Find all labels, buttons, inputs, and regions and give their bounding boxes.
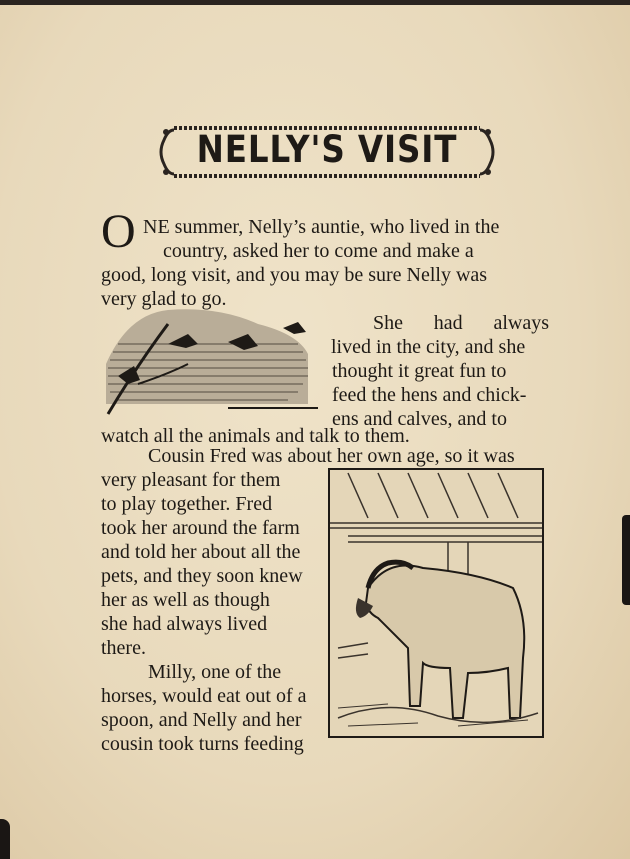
text-line: ens and calves, and to [332, 408, 507, 430]
text-line: cousin took turns feeding [101, 733, 304, 755]
page-top-edge [0, 0, 630, 5]
text-line: very glad to go. [101, 288, 227, 310]
text-line: thought it great fun to [332, 360, 507, 382]
page-title: NELLY'S VISIT [196, 128, 458, 171]
text-line: watch all the animals and talk to them. [101, 425, 410, 447]
text-line: country, asked her to come and make a [163, 240, 474, 262]
birds-illustration-icon [98, 304, 324, 416]
text-line: Cousin Fred was about her own age, so it was [148, 445, 515, 467]
text-line: good, long visit, and you may be sure Nelly was [101, 264, 488, 286]
text-line: horses, would eat out of a [101, 685, 307, 707]
page-edge-shadow [622, 515, 630, 605]
text-line: pets, and they soon knew [101, 565, 303, 587]
text-line: She had always [373, 312, 549, 334]
text-line: took her around the farm [101, 517, 300, 539]
text-line: she had always lived [101, 613, 268, 635]
text-line: NE summer, Nelly’s auntie, who lived in the [143, 216, 500, 238]
text-line: and told her about all the [101, 541, 301, 563]
text-line: very pleasant for them [101, 469, 281, 491]
horse-illustration-icon [328, 468, 544, 738]
text-line: Milly, one of the [148, 661, 282, 683]
text-line: lived in the city, and she [331, 336, 526, 358]
text-line: there. [101, 637, 146, 659]
text-line: to play together. Fred [101, 493, 273, 515]
text-line: feed the hens and chick- [332, 384, 527, 406]
drop-cap: O [101, 205, 136, 258]
text-line: spoon, and Nelly and her [101, 709, 302, 731]
page-corner-shadow [0, 819, 10, 859]
text-line: her as well as though [101, 589, 270, 611]
